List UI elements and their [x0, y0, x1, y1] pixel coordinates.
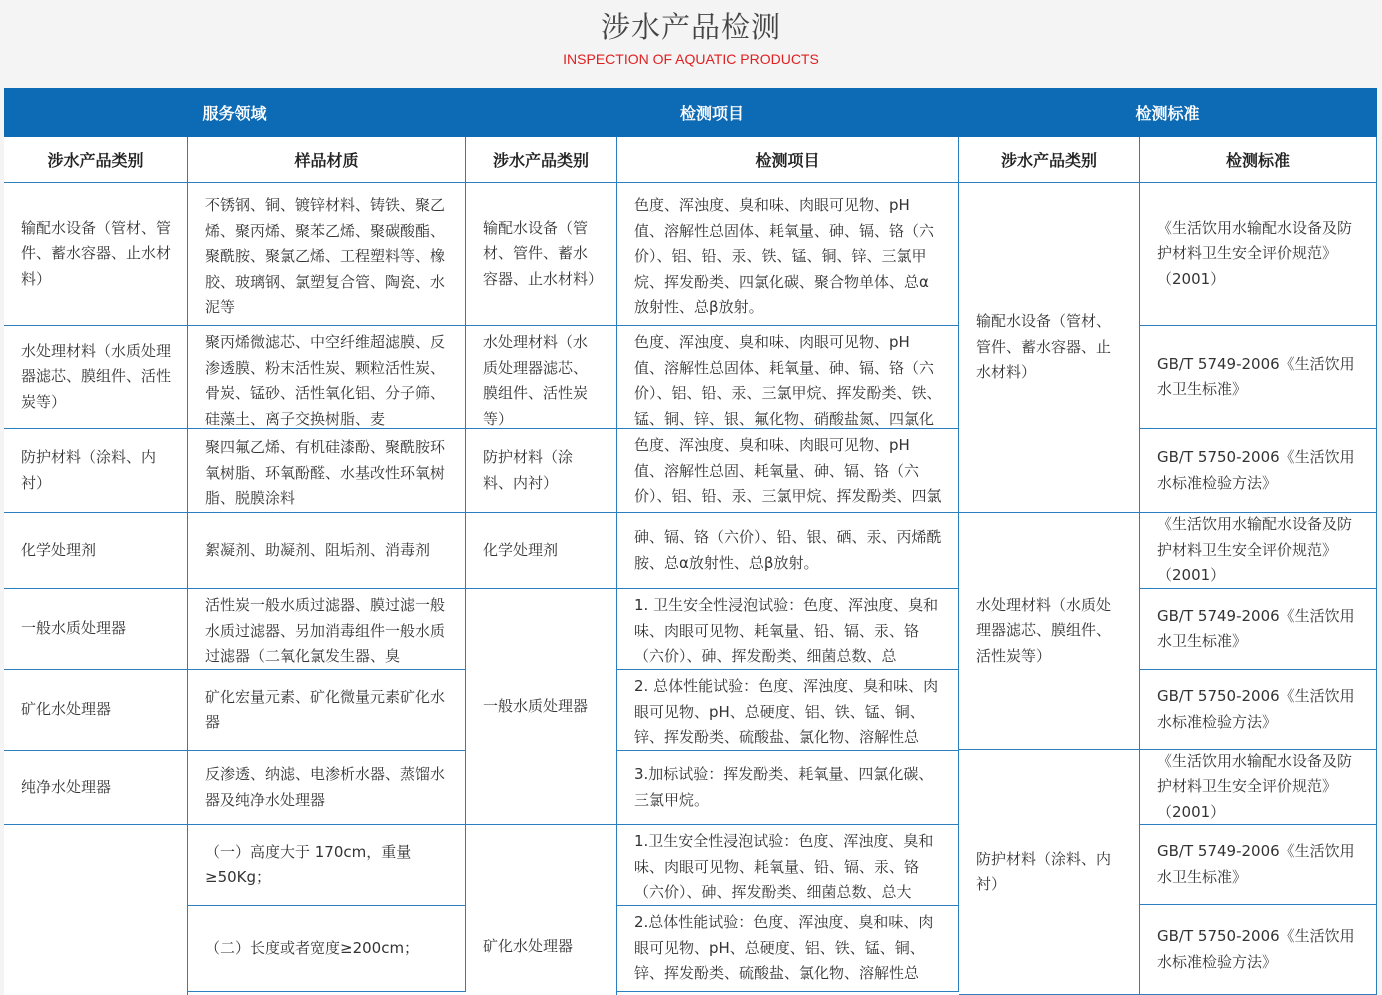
- table-cell: 活性炭一般水质过滤器、膜过滤一般水质过滤器、另加消毒组件一般水质过滤器（二氧化氯发生器、臭: [188, 589, 466, 670]
- table-cell: [4, 825, 188, 995]
- section-standards-header: 检测标准: [959, 88, 1377, 137]
- table-cell: 色度、浑浊度、臭和味、肉眼可见物、pH 值、溶解性总固体、耗氧量、砷、镉、铬（六价）、铝、铅、汞、三氯甲烷、挥发酚类、铁、锰、铜、锌、银、氟化物、硝酸盐氮、四氯化: [617, 326, 959, 429]
- table-cell: 化学处理剂: [466, 513, 617, 589]
- table-cell: 防护材料（涂料、内衬）: [466, 429, 617, 513]
- column-header-category: 涉水产品类别: [959, 137, 1140, 183]
- table-cell: 色度、浑浊度、臭和味、肉眼可见物、pH 值、溶解性总固、耗氧量、砷、镉、铬（六价）、铝、铅、汞、三氯甲烷、挥发酚类、四氯: [617, 429, 959, 513]
- inspection-table: [4, 88, 1377, 995]
- table-cell: 不锈钢、铜、镀锌材料、铸铁、聚乙烯、聚丙烯、聚苯乙烯、聚碳酸酯、聚酰胺、聚氯乙烯、工程塑料等、橡胶、玻璃钢、氯塑复合管、陶瓷、水泥等: [188, 183, 466, 326]
- table-cell: GB/T 5750-2006《生活饮用水标准检验方法》: [1140, 429, 1377, 513]
- table-cell: GB/T 5749-2006《生活饮用水卫生标准》: [1140, 326, 1377, 429]
- table-cell: GB/T 5749-2006《生活饮用水卫生标准》: [1140, 825, 1377, 905]
- table-cell: 输配水设备（管材、管件、蓄水容器、止水材料）: [466, 183, 617, 326]
- table-cell: 矿化水处理器: [466, 825, 617, 995]
- column-header-category: 涉水产品类别: [4, 137, 188, 183]
- table-cell: 矿化水处理器: [4, 670, 188, 751]
- column-header-material: 样品材质: [188, 137, 466, 183]
- table-cell: GB/T 5750-2006《生活饮用水标准检验方法》: [1140, 670, 1377, 750]
- table-cell: （一）高度大于 170cm，重量≥50Kg；: [188, 825, 466, 906]
- table-cell: 聚四氟乙烯、有机硅漆酚、聚酰胺环氧树脂、环氧酚醛、水基改性环氧树脂、脱膜涂料: [188, 429, 466, 513]
- table-cell: 《生活饮用水输配水设备及防护材料卫生安全评价规范》（2001）: [1140, 750, 1377, 825]
- table-cell: 《生活饮用水输配水设备及防护材料卫生安全评价规范》（2001）: [1140, 183, 1377, 326]
- table-cell: 矿化宏量元素、矿化微量元素矿化水器: [188, 670, 466, 751]
- table-cell: 色度、浑浊度、臭和味、肉眼可见物、pH 值、溶解性总固体、耗氧量、砷、镉、铬（六价）、铝、铅、汞、铁、锰、铜、锌、三氯甲烷、挥发酚类、四氯化碳、聚合物单体、总α放射性、总β放射。: [617, 183, 959, 326]
- table-cell: 絮凝剂、助凝剂、阻垢剂、消毒剂: [188, 513, 466, 589]
- page-subtitle: INSPECTION OF AQUATIC PRODUCTS: [563, 51, 819, 67]
- table-cell: 一般水质处理器: [466, 589, 617, 825]
- table-cell: 水处理材料（水质处理器滤芯、膜组件、活性炭等）: [4, 326, 188, 429]
- table-cell: 3.加标试验：挥发酚类、耗氧量、四氯化碳、三氯甲烷。: [617, 751, 959, 825]
- table-cell: 纯净水处理器: [4, 751, 188, 825]
- table-cell: 输配水设备（管材、管件、蓄水容器、止水材料）: [959, 183, 1140, 513]
- table-cell: 砷、镉、铬（六价）、铅、银、硒、汞、丙烯酰胺、总α放射性、总β放射。: [617, 513, 959, 589]
- table-cell: 聚丙烯微滤芯、中空纤维超滤膜、反渗透膜、粉末活性炭、颗粒活性炭、骨炭、锰砂、活性氧化铝、分子筛、硅藻土、离子交换树脂、麦: [188, 326, 466, 429]
- table-cell: 1.卫生安全性浸泡试验：色度、浑浊度、臭和味、肉眼可见物、耗氧量、铅、镉、汞、铬（六价）、砷、挥发酚类、细菌总数、总大: [617, 825, 959, 906]
- table-cell: 反渗透、纳滤、电渗析水器、蒸馏水器及纯净水处理器: [188, 751, 466, 825]
- table-cell: 一般水质处理器: [4, 589, 188, 670]
- section-items-header: 检测项目: [466, 88, 959, 137]
- table-cell: 防护材料（涂料、内衬）: [4, 429, 188, 513]
- column-header-standard: 检测标准: [1140, 137, 1377, 183]
- table-cell: （二）长度或者宽度≥200cm；: [188, 906, 466, 992]
- table-cell: 2.总体性能试验：色度、浑浊度、臭和味、肉眼可见物、pH、总硬度、铝、铁、锰、铜、锌、挥发酚类、硫酸盐、氯化物、溶解性总: [617, 906, 959, 992]
- column-header-test-items: 检测项目: [617, 137, 959, 183]
- table-cell: 《生活饮用水输配水设备及防护材料卫生安全评价规范》（2001）: [1140, 513, 1377, 589]
- column-header-category: 涉水产品类别: [466, 137, 617, 183]
- table-cell: 化学处理剂: [4, 513, 188, 589]
- table-cell: 防护材料（涂料、内衬）: [959, 750, 1140, 995]
- table-cell: GB/T 5749-2006《生活饮用水卫生标准》: [1140, 589, 1377, 670]
- table-cell: 水处理材料（水质处理器滤芯、膜组件、活性炭等）: [959, 513, 1140, 750]
- table-cell: 水处理材料（水质处理器滤芯、膜组件、活性炭等）: [466, 326, 617, 429]
- section-service-header: 服务领域: [4, 88, 466, 137]
- page-title: 涉水产品检测: [600, 10, 781, 44]
- table-cell: 1. 卫生安全性浸泡试验：色度、浑浊度、臭和味、肉眼可见物、耗氧量、铅、镉、汞、铬（六价）、砷、挥发酚类、细菌总数、总: [617, 589, 959, 670]
- table-cell: 输配水设备（管材、管件、蓄水容器、止水材料）: [4, 183, 188, 326]
- table-cell: GB/T 5750-2006《生活饮用水标准检验方法》: [1140, 905, 1377, 995]
- table-cell: 2. 总体性能试验：色度、浑浊度、臭和味、肉眼可见物、pH、总硬度、铝、铁、锰、铜、锌、挥发酚类、硫酸盐、氯化物、溶解性总: [617, 670, 959, 751]
